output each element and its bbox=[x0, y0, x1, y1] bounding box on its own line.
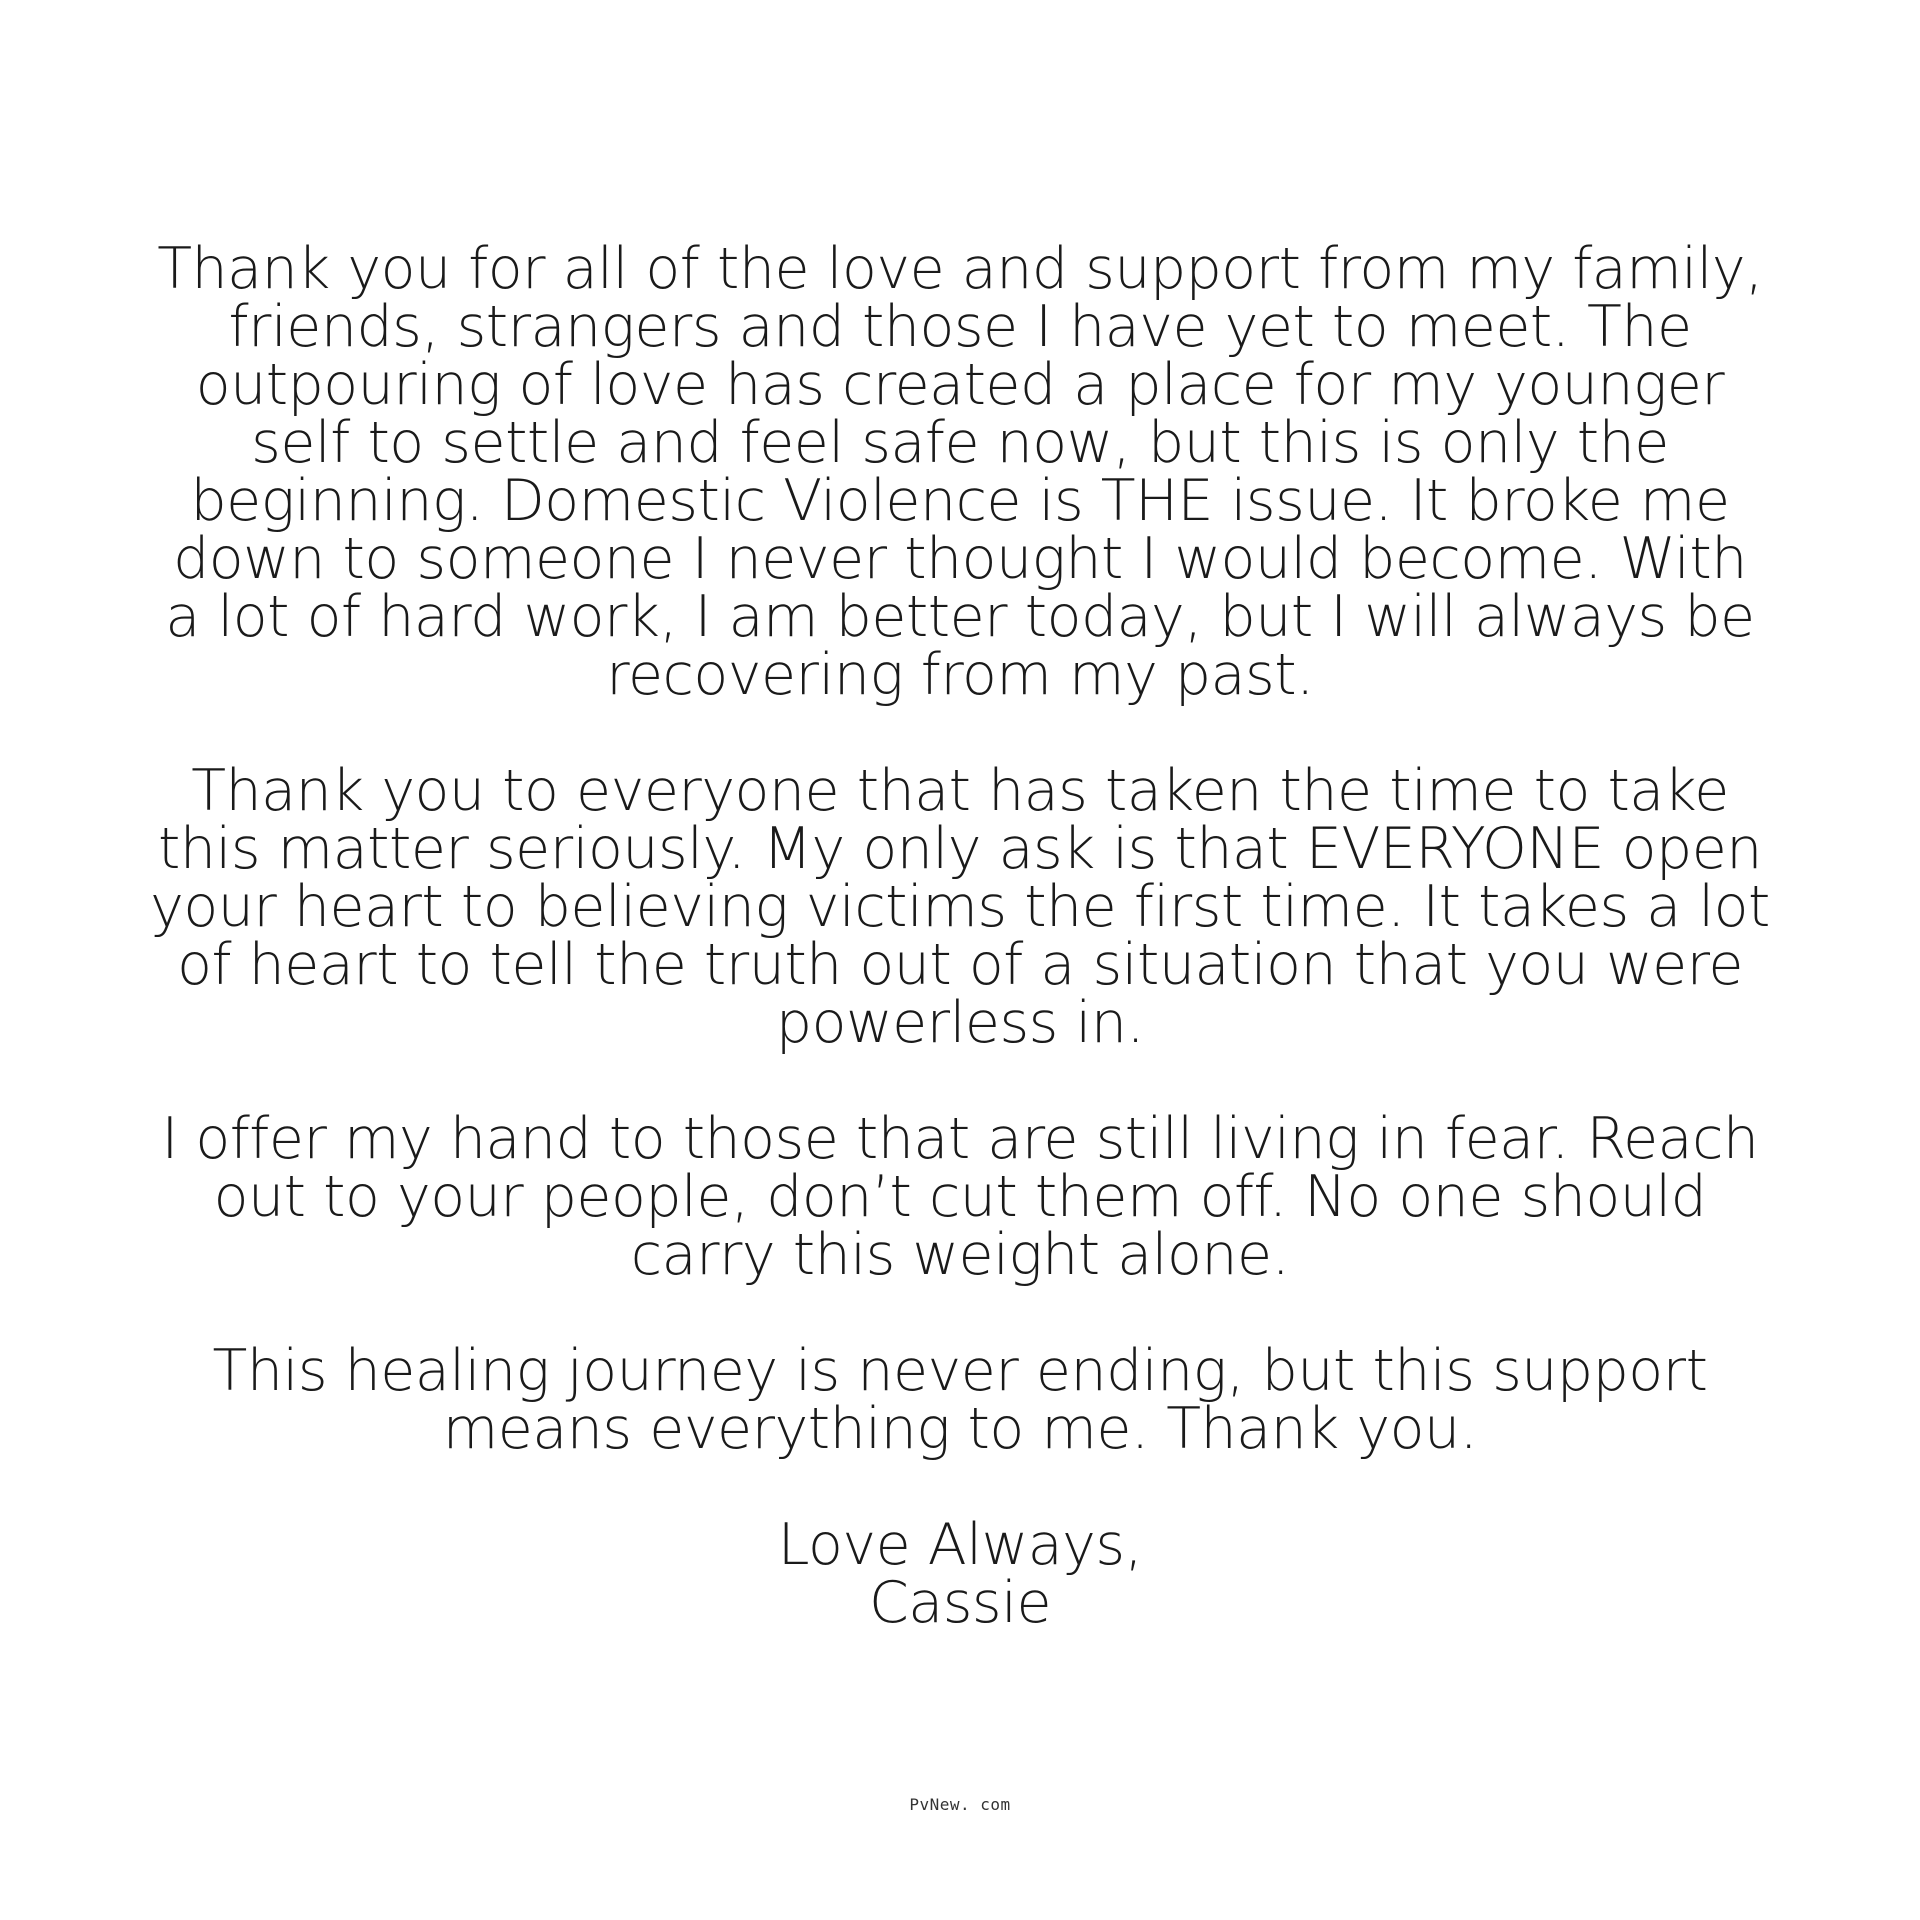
text-line: out to your people, don’t cut them off. No one should bbox=[213, 1164, 1707, 1230]
signature-block bbox=[150, 1512, 1770, 1636]
text-line: down to someone I never thought I would become. With bbox=[173, 526, 1747, 592]
closing-line: Love Always, bbox=[777, 1512, 1143, 1578]
text-line: means everything to me. Thank you. bbox=[442, 1396, 1478, 1462]
text-line: carry this weight alone. bbox=[630, 1222, 1290, 1288]
text-line: Thank you to everyone that has taken the time to take bbox=[191, 758, 1729, 824]
text-line: Thank you for all of the love and support from my family, bbox=[157, 236, 1763, 302]
text-line: this matter seriously. My only ask is that EVERYONE open bbox=[158, 816, 1762, 882]
paragraph-healing-journey bbox=[150, 1338, 1770, 1462]
watermark: PvNew. com bbox=[909, 1795, 1011, 1814]
text-line: a lot of hard work, I am better today, but I will always be bbox=[165, 584, 1755, 650]
text-line: I offer my hand to those that are still living in fear. Reach bbox=[161, 1106, 1759, 1172]
paragraph-offer-hand bbox=[150, 1106, 1770, 1288]
text-line: friends, strangers and those I have yet to meet. The bbox=[228, 294, 1692, 360]
text-line: your heart to believing victims the first time. It takes a lot bbox=[150, 874, 1770, 940]
text-line: outpouring of love has created a place for my younger bbox=[195, 352, 1725, 418]
text-line: recovering from my past. bbox=[606, 642, 1314, 708]
paragraph-thanks-support bbox=[150, 236, 1770, 708]
text-line: self to settle and feel safe now, but this is only the bbox=[251, 410, 1669, 476]
paragraph-believe-victims bbox=[150, 758, 1770, 1056]
text-line: This healing journey is never ending, but this support bbox=[212, 1338, 1708, 1404]
text-line: of heart to tell the truth out of a situation that you were bbox=[177, 932, 1743, 998]
signature-name: Cassie bbox=[868, 1570, 1052, 1636]
letter-body bbox=[150, 236, 1770, 1690]
text-line: powerless in. bbox=[775, 990, 1145, 1056]
text-line: beginning. Domestic Violence is THE issue. It broke me bbox=[190, 468, 1730, 534]
